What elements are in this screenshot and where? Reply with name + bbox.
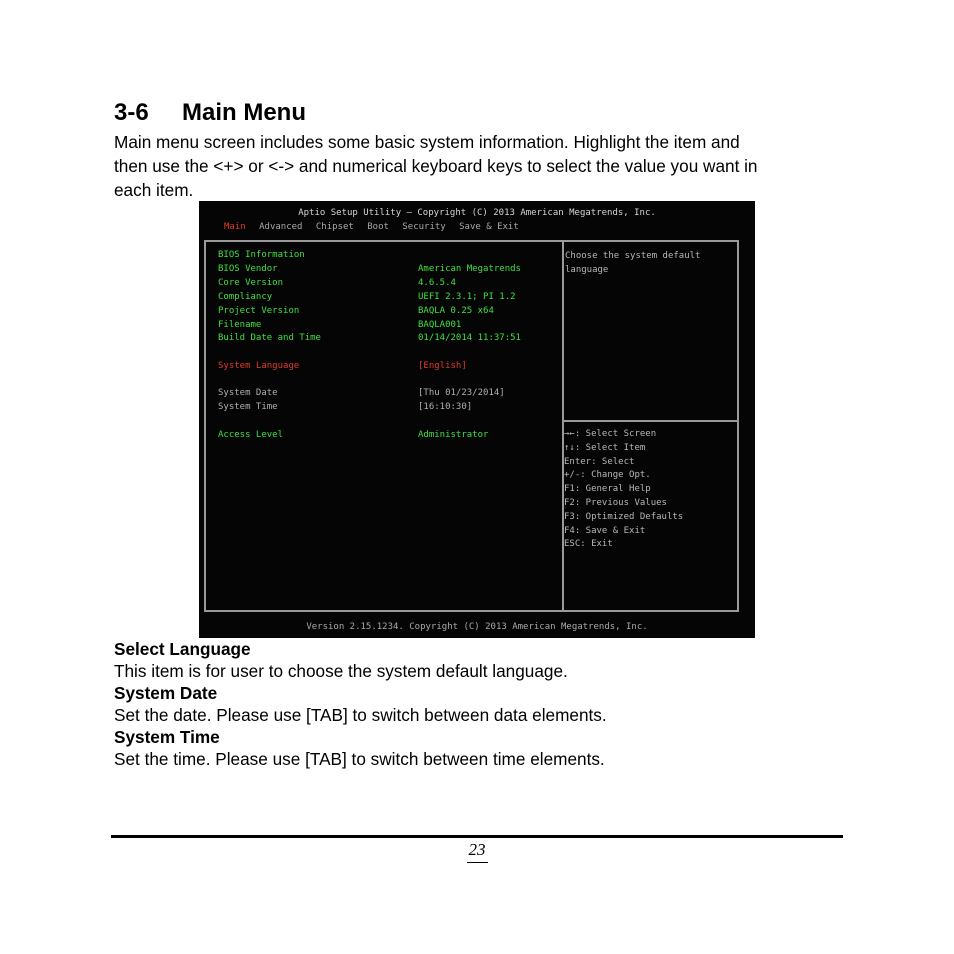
bios-title: Aptio Setup Utility – Copyright (C) 2013 American Megatrends, Inc. [298,208,656,218]
tab-security[interactable]: Security [402,222,446,232]
section-heading [114,99,306,127]
item-title-system-time: System Time [114,727,220,747]
page-number-underline [467,862,488,863]
row-value: UEFI 2.3.1; PI 1.2 [418,292,516,302]
bios-row-core [218,278,456,288]
bios-row-vendor [218,264,521,274]
intro-line: each item. [114,180,194,200]
bios-key-legend [564,428,683,552]
item-title-select-language: Select Language [114,639,251,659]
row-label: BIOS Vendor [218,264,278,274]
bios-row-access [218,430,488,440]
row-label: System Time [218,402,278,412]
row-value: BAQLA001 [418,320,462,330]
intro-paragraph [114,130,840,202]
tab-main[interactable]: Main [224,222,246,232]
row-value: BAQLA 0.25 x64 [418,306,494,316]
bios-info-heading: BIOS Information [218,250,305,260]
bios-screenshot [199,201,755,638]
item-text-select-language: This item is for user to choose the system default language. [114,661,568,681]
bios-row-project [218,306,494,316]
row-value: 4.6.5.4 [418,278,456,288]
row-value[interactable]: [English] [418,361,467,371]
item-text-system-date: Set the date. Please use [TAB] to switch between data elements. [114,705,607,725]
bios-row-compliancy [218,292,516,302]
row-label: Filename [218,320,262,330]
bios-column-divider [562,240,564,612]
row-value: Administrator [418,430,489,440]
section-number: 3-6 [114,99,149,126]
footer-rule [111,835,843,838]
row-label: System Language [218,361,300,371]
key-hint: F3: Optimized Defaults [564,511,684,522]
row-label: Core Version [218,278,284,288]
key-hint: F4: Save & Exit [564,525,646,536]
row-label: System Date [218,388,278,398]
key-hint: F2: Previous Values [564,497,667,508]
row-value: 01/14/2014 11:37:51 [418,333,521,343]
bios-footer: Version 2.15.1234. Copyright (C) 2013 American Megatrends, Inc. [306,622,648,632]
item-title-system-date: System Date [114,683,218,703]
key-hint: Enter: Select [564,456,635,467]
row-value: American Megatrends [418,264,521,274]
row-value[interactable]: [Thu 01/23/2014] [418,388,505,398]
bios-row-date[interactable] [218,388,505,398]
key-hint: F1: General Help [564,484,651,495]
row-label: Project Version [218,306,300,316]
bios-row-language[interactable] [218,361,467,371]
tab-boot[interactable]: Boot [367,222,389,232]
bios-help-divider [564,420,739,422]
bios-help-text: Choose the system default language [565,251,701,275]
bios-row-build [218,333,521,343]
section-title: Main Menu [182,99,306,126]
item-text-system-time: Set the time. Please use [TAB] to switch between time elements. [114,749,605,769]
bios-row-filename [218,320,461,330]
intro-line: Main menu screen includes some basic system information. Highlight the item and [114,132,740,152]
page-number: 23 [468,840,486,859]
tab-advanced[interactable]: Advanced [259,222,303,232]
row-value[interactable]: [16:10:30] [418,402,473,412]
tab-chipset[interactable]: Chipset [315,222,354,232]
bios-tab-bar [224,222,527,232]
intro-line: then use the <+> or <-> and numerical keyboard keys to select the value you want in [114,156,758,176]
row-label: Compliancy [218,292,273,302]
row-label: Access Level [218,430,284,440]
tab-save-exit[interactable]: Save & Exit [459,222,519,232]
key-hint: ↑↓: Select Item [564,442,646,453]
key-hint: ESC: Exit [564,539,613,550]
key-hint: →←: Select Screen [564,429,657,439]
bios-row-time[interactable] [218,402,472,412]
row-label: Build Date and Time [218,333,321,343]
key-hint: +/-: Change Opt. [564,470,651,481]
